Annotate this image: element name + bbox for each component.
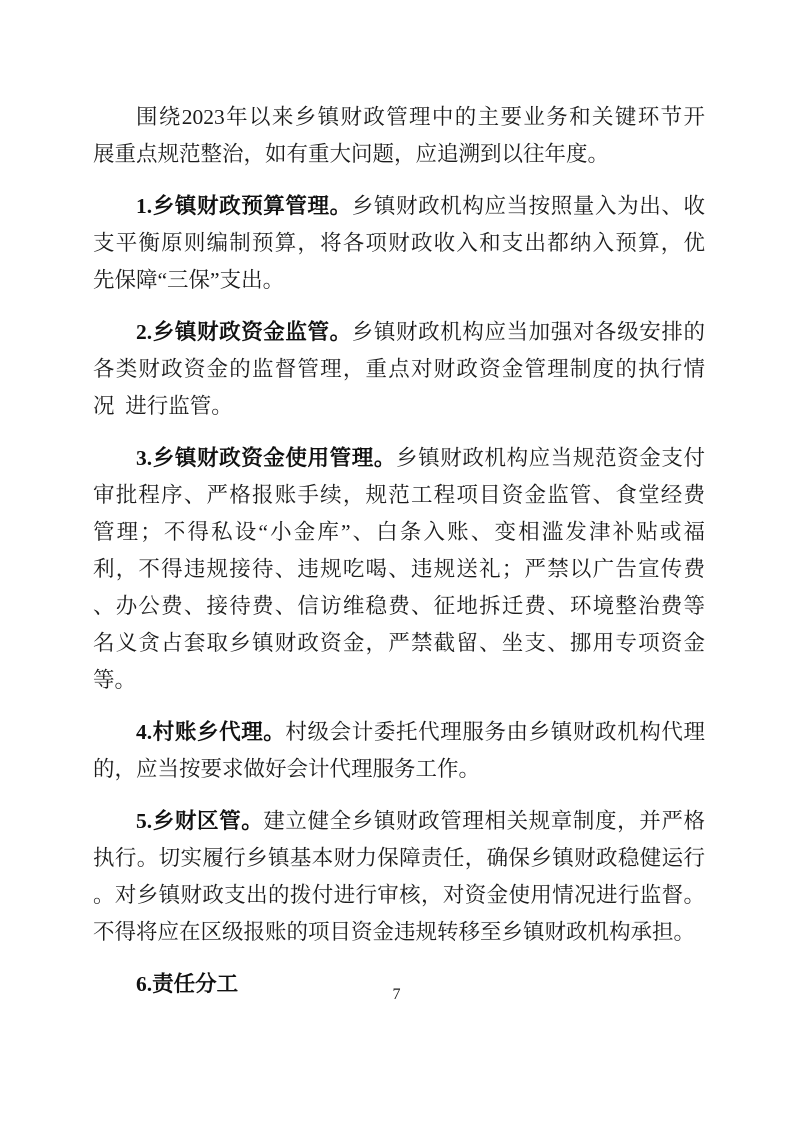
- line-text: 先保障“三保”支出。: [93, 268, 285, 292]
- line-text: 围绕2023年以来乡镇财政管理中的主要业务和关键环节开: [136, 105, 705, 129]
- paragraph-item-5-township-finance-district-managed: [93, 803, 705, 951]
- text-line: [93, 477, 705, 514]
- text-line: [93, 914, 705, 951]
- paragraph-item-2-funds-supervision: [93, 314, 705, 425]
- line-text: 乡镇财政机构应当规范资金支付: [396, 446, 705, 470]
- line-text: 乡镇财政机构应当按照量入为出、收: [351, 194, 705, 218]
- line-text: 的，应当按要求做好会计代理服务工作。: [93, 757, 481, 781]
- section-heading: 5.乡财区管。: [136, 809, 264, 833]
- line-text: 管理；不得私设“小金库”、白条入账、变相滥发津补贴或福: [93, 520, 705, 544]
- line-text: 等。: [93, 668, 137, 692]
- paragraph-intro: [93, 99, 705, 173]
- line-text: 村级会计委托代理服务由乡镇财政机构代理: [285, 720, 705, 744]
- line-text: 展重点规范整治，如有重大问题，应追溯到以往年度。: [93, 142, 610, 166]
- section-heading: 2.乡镇财政资金监管。: [136, 320, 352, 344]
- line-text: 、办公费、接待费、信访维稳费、征地拆迁费、环境整治费等: [93, 594, 705, 618]
- text-line: [93, 262, 705, 299]
- paragraph-item-4-village-accounts-agency: [93, 714, 705, 788]
- line-text: 审批程序、严格报账手续，规范工程项目资金监管、食堂经费: [93, 483, 705, 507]
- page-number: 7: [392, 986, 401, 1003]
- section-heading: 3.乡镇财政资金使用管理。: [136, 446, 396, 470]
- line-text: 利，不得违规接待、违规吃喝、违规送礼；严禁以广告宣传费: [93, 557, 705, 581]
- paragraph-item-3-funds-usage-management: [93, 440, 705, 699]
- document-body: [93, 99, 705, 1003]
- text-line: [93, 588, 705, 625]
- text-line: [93, 225, 705, 262]
- line-text: 况 进行监管。: [93, 394, 233, 418]
- line-text: 名义贪占套取乡镇财政资金，严禁截留、坐支、挪用专项资金: [93, 631, 705, 655]
- text-line: [93, 99, 705, 136]
- text-line: [93, 351, 705, 388]
- line-text: 支平衡原则编制预算，将各项财政收入和支出都纳入预算，优: [93, 231, 705, 255]
- text-line: [93, 840, 705, 877]
- text-line: [93, 551, 705, 588]
- section-heading: 4.村账乡代理。: [136, 720, 286, 744]
- text-line: [93, 136, 705, 173]
- line-text: 建立健全乡镇财政管理相关规章制度，并严格: [263, 809, 705, 833]
- line-text: 。对乡镇财政支出的拨付进行审核，对资金使用情况进行监督。: [93, 883, 705, 907]
- section-heading: 6.责任分工: [136, 972, 239, 996]
- text-line: [93, 751, 705, 788]
- text-line: [93, 440, 705, 477]
- text-line: [93, 188, 705, 225]
- text-line: [93, 314, 705, 351]
- line-text: 执行。切实履行乡镇基本财力保障责任，确保乡镇财政稳健运行: [93, 846, 705, 870]
- text-line: [93, 388, 705, 425]
- paragraph-item-1-budget-management: [93, 188, 705, 299]
- text-line: [93, 803, 705, 840]
- section-heading: 1.乡镇财政预算管理。: [136, 194, 352, 218]
- line-text: 乡镇财政机构应当加强对各级安排的: [351, 320, 705, 344]
- line-text: 不得将应在区级报账的项目资金违规转移至乡镇财政机构承担。: [93, 920, 696, 944]
- text-line: [93, 662, 705, 699]
- text-line: [93, 625, 705, 662]
- line-text: 各类财政资金的监督管理，重点对财政资金管理制度的执行情: [93, 357, 705, 381]
- text-line: [93, 714, 705, 751]
- text-line: [93, 514, 705, 551]
- text-line: [93, 877, 705, 914]
